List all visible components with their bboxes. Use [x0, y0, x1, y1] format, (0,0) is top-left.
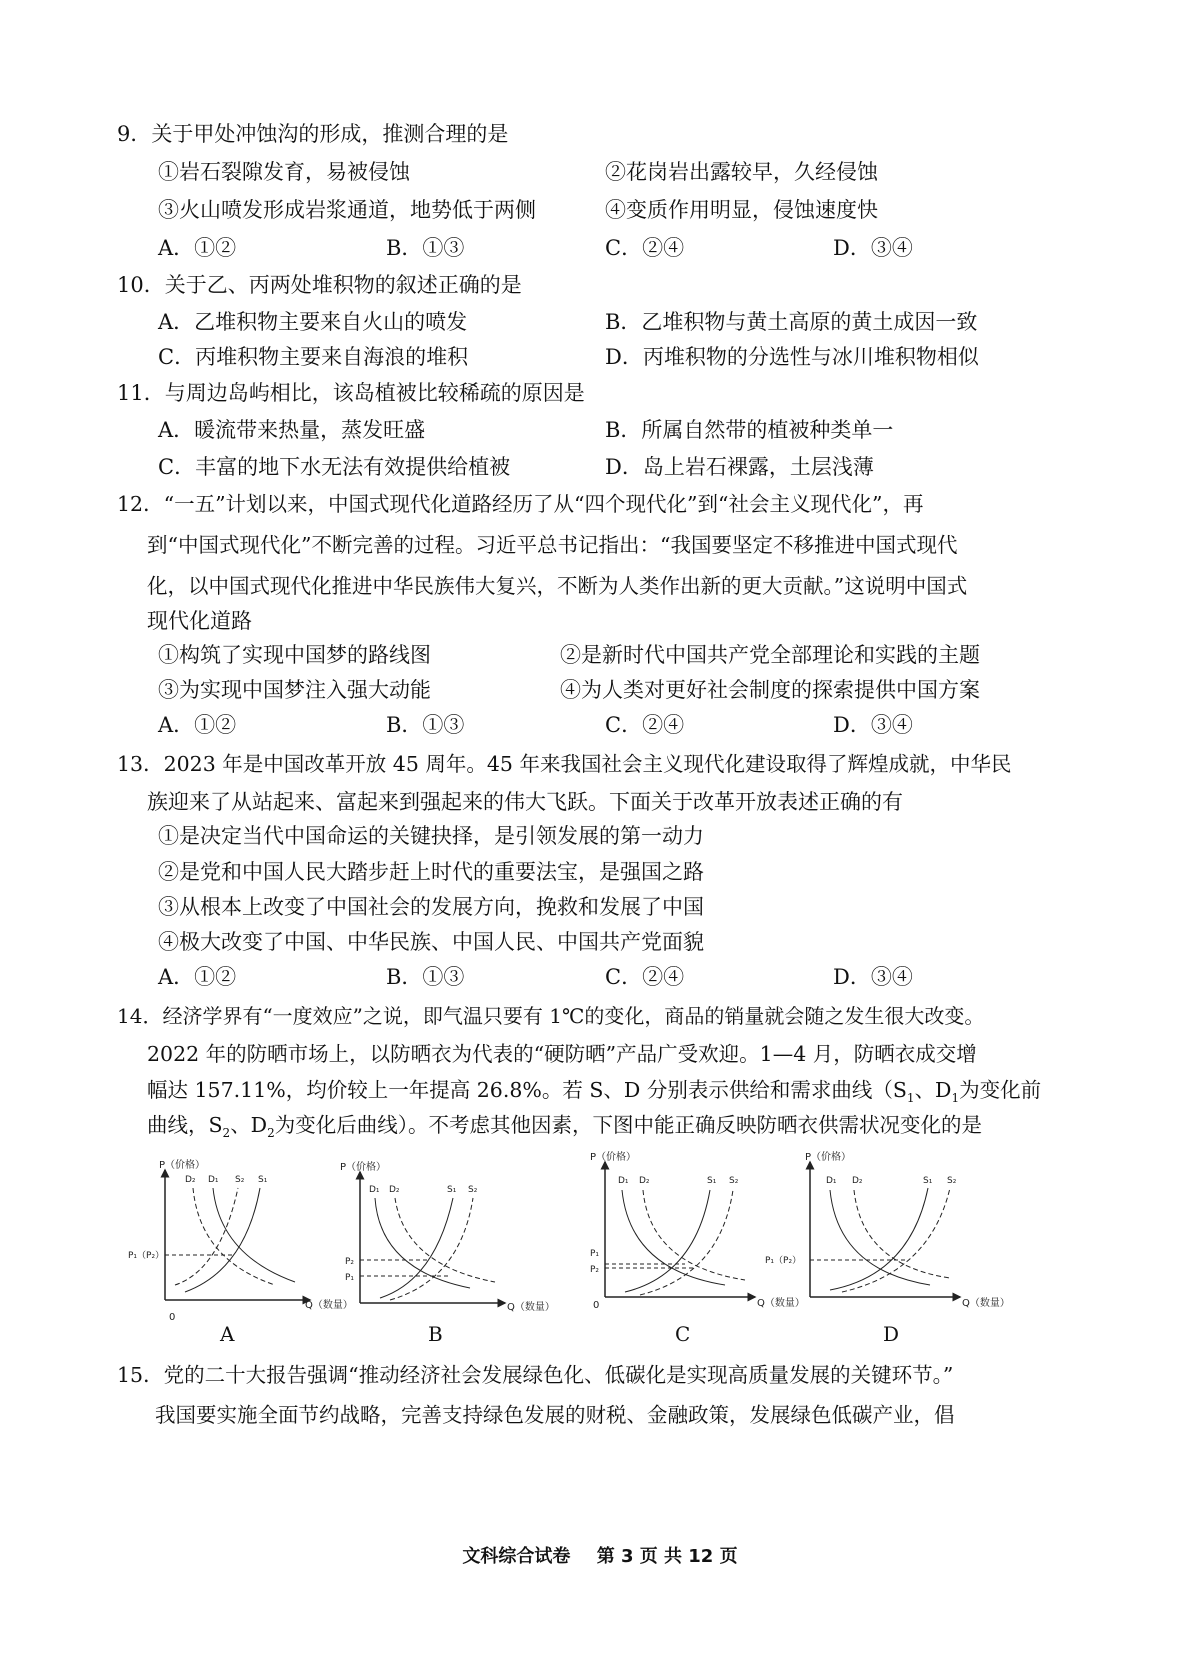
q12-line-2: 到“中国式现代化”不断完善的过程。习近平总书记指出：“我国要坚定不移推进中国式现代	[147, 533, 958, 557]
q15-line-2: 我国要实施全面节约战略，完善支持绿色发展的财税、金融政策，发展绿色低碳产业，倡	[155, 1403, 955, 1427]
q14-line-2: 2022 年的防晒市场上，以防晒衣为代表的“硬防晒”产品广受欢迎。1—4 月，防晒衣成交增	[147, 1042, 977, 1066]
q9-option-c: C．②④	[605, 236, 685, 260]
graph-d-d1-curve	[830, 1190, 930, 1285]
graph-b-p1-label: P₁	[345, 1273, 355, 1283]
graph-c-s2-label: S₂	[729, 1176, 739, 1186]
graph-a-d2-label: D₂	[185, 1175, 196, 1185]
footer-title: 文科综合试卷	[462, 1546, 571, 1567]
q11-option-c: C．丰富的地下水无法有效提供给植被	[158, 455, 511, 479]
graph-a-q-axis: Q（数量）	[305, 1300, 353, 1311]
q12-item-3: ③为实现中国梦注入强大动能	[158, 678, 431, 702]
graph-a-d1-label: D₁	[208, 1175, 219, 1185]
graph-a-origin: 0	[169, 1312, 176, 1323]
graph-d-d1-label: D₁	[826, 1176, 837, 1186]
graph-c-q-axis: Q（数量）	[757, 1298, 805, 1309]
q12-option-c: C．②④	[605, 713, 685, 737]
q13-option-c: C．②④	[605, 965, 685, 989]
q14-line-4: 曲线，$S_2$、$D_2$为变化后曲线）。不考虑其他因素，下图中能正确反映防晒衣供需状况变化的是	[147, 1113, 983, 1141]
q14-line-3: 幅达 157.11%，均价较上一年提高 26.8%。若 S、D 分别表示供给和需求曲线（$S_1$、$D_1$为变化前	[147, 1078, 1042, 1106]
graph-b-d2-label: D₂	[389, 1185, 400, 1195]
graph-c-label: C	[675, 1322, 691, 1346]
q13-option-a: A．①②	[158, 965, 237, 989]
q12-line-3: 化，以中国式现代化推进中华民族伟大复兴，不断为人类作出新的更大贡献。”这说明中国式	[147, 574, 968, 598]
graph-b-p2-label: P₂	[345, 1257, 355, 1267]
q12-item-4: ④为人类对更好社会制度的探索提供中国方案	[560, 678, 980, 702]
graph-b	[335, 1160, 555, 1325]
graph-c-d1-label: D₁	[618, 1176, 629, 1186]
q10-option-c: C．丙堆积物主要来自海浪的堆积	[158, 345, 469, 369]
q9-option-a: A．①②	[158, 236, 237, 260]
graph-b-s1-curve	[380, 1198, 453, 1298]
graph-a-s2-label: S₂	[235, 1175, 245, 1185]
graph-c-origin: 0	[593, 1300, 600, 1311]
q13-option-b: B．①③	[386, 965, 465, 989]
graph-c-p-axis: P（价格）	[590, 1152, 637, 1163]
q11-option-d: D．岛上岩石裸露，土层浅薄	[605, 455, 874, 479]
graph-b-s2-label: S₂	[468, 1185, 478, 1195]
q12-option-d: D．③④	[833, 713, 913, 737]
q15-line-1: 15．党的二十大报告强调“推动经济社会发展绿色化、低碳化是实现高质量发展的关键环节。”	[117, 1363, 954, 1387]
q13-item-2: ②是党和中国人民大踏步赶上时代的重要法宝，是强国之路	[158, 860, 704, 884]
q9-item-1: ①岩石裂隙发育，易被侵蚀	[158, 160, 410, 184]
graph-a-price-label: P₁（P₂）	[128, 1251, 165, 1261]
q11-option-b: B．所属自然带的植被种类单一	[605, 418, 894, 442]
graph-a-s1-curve	[185, 1188, 260, 1292]
graph-c-s1-curve	[625, 1190, 710, 1292]
q13-option-d: D．③④	[833, 965, 913, 989]
graph-d-label: D	[883, 1322, 900, 1346]
graph-a-s1-label: S₁	[258, 1175, 268, 1185]
graph-d-s1-curve	[830, 1188, 928, 1290]
q10-option-b: B．乙堆积物与黄土高原的黄土成因一致	[605, 310, 978, 334]
q12-option-b: B．①③	[386, 713, 465, 737]
graph-c-s2-curve	[640, 1190, 733, 1295]
q13-line-1: 13．2023 年是中国改革开放 45 周年。45 年来我国社会主义现代化建设取得了辉煌成就，中华民	[117, 752, 1012, 776]
graph-c-s1-label: S₁	[707, 1176, 717, 1186]
graph-c-d1-curve	[622, 1190, 725, 1285]
graph-c-p1-label: P₁	[590, 1249, 600, 1259]
graph-c-p2-label: P₂	[590, 1265, 600, 1275]
q12-line-4: 现代化道路	[147, 609, 252, 633]
graph-d-s1-label: S₁	[923, 1176, 933, 1186]
graph-b-p-axis: P（价格）	[340, 1162, 387, 1173]
graph-a-s2-curve	[175, 1188, 238, 1285]
graph-b-s1-label: S₁	[447, 1185, 457, 1195]
q12-option-a: A．①②	[158, 713, 237, 737]
q9-item-2: ②花岗岩出露较早，久经侵蚀	[605, 160, 878, 184]
q9-stem: 9．关于甲处冲蚀沟的形成，推测合理的是	[117, 122, 509, 146]
q13-item-4: ④极大改变了中国、中华民族、中国人民、中国共产党面貌	[158, 930, 704, 954]
q9-option-d: D．③④	[833, 236, 913, 260]
graph-c-d2-label: D₂	[639, 1176, 650, 1186]
q13-line-2: 族迎来了从站起来、富起来到强起来的伟大飞跃。下面关于改革开放表述正确的有	[147, 790, 903, 814]
graph-c-d2-curve	[643, 1190, 745, 1280]
q12-line-1: 12．“一五”计划以来，中国式现代化道路经历了从“四个现代化”到“社会主义现代化”，再	[117, 492, 924, 516]
q10-option-a: A．乙堆积物主要来自火山的喷发	[158, 310, 468, 334]
graph-b-label: B	[428, 1322, 443, 1346]
graph-b-q-axis: Q（数量）	[507, 1302, 555, 1313]
graph-d-d2-label: D₂	[852, 1176, 863, 1186]
q9-item-4: ④变质作用明显，侵蚀速度快	[605, 198, 878, 222]
graph-b-d1-label: D₁	[369, 1185, 380, 1195]
q11-stem: 11．与周边岛屿相比，该岛植被比较稀疏的原因是	[117, 381, 585, 405]
graph-b-d1-curve	[375, 1198, 470, 1288]
q13-item-3: ③从根本上改变了中国社会的发展方向，挽救和发展了中国	[158, 895, 704, 919]
graph-d-s2-label: S₂	[947, 1176, 957, 1186]
graph-c	[585, 1150, 805, 1325]
graph-d	[765, 1150, 1025, 1325]
graph-b-s2-curve	[390, 1198, 473, 1300]
graph-a-label: A	[220, 1322, 235, 1346]
q9-item-3: ③火山喷发形成岩浆通道，地势低于两侧	[158, 198, 536, 222]
graph-a-p-axis: P（价格）	[159, 1160, 206, 1171]
q9-option-b: B．①③	[386, 236, 465, 260]
graph-b-d2-curve	[395, 1198, 495, 1282]
graph-a	[125, 1160, 353, 1325]
graph-d-q-axis: Q（数量）	[962, 1298, 1010, 1309]
graph-a-d1-curve	[213, 1188, 295, 1282]
q12-item-1: ①构筑了实现中国梦的路线图	[158, 643, 431, 667]
graph-d-price-label: P₁（P₂）	[765, 1256, 802, 1266]
q13-item-1: ①是决定当代中国命运的关键抉择，是引领发展的第一动力	[158, 824, 704, 848]
page-footer	[0, 1542, 1200, 1568]
graph-d-p-axis: P（价格）	[805, 1152, 852, 1163]
q10-stem: 10．关于乙、丙两处堆积物的叙述正确的是	[117, 273, 522, 297]
q10-option-d: D．丙堆积物的分选性与冰川堆积物相似	[605, 345, 979, 369]
q14-line-1: 14．经济学界有“一度效应”之说，即气温只要有 1℃的变化，商品的销量就会随之发生很大改变。	[117, 1004, 985, 1028]
q11-option-a: A．暖流带来热量，蒸发旺盛	[158, 418, 426, 442]
q12-item-2: ②是新时代中国共产党全部理论和实践的主题	[560, 643, 980, 667]
footer-page-number: 第 3 页 共 12 页	[596, 1546, 738, 1567]
